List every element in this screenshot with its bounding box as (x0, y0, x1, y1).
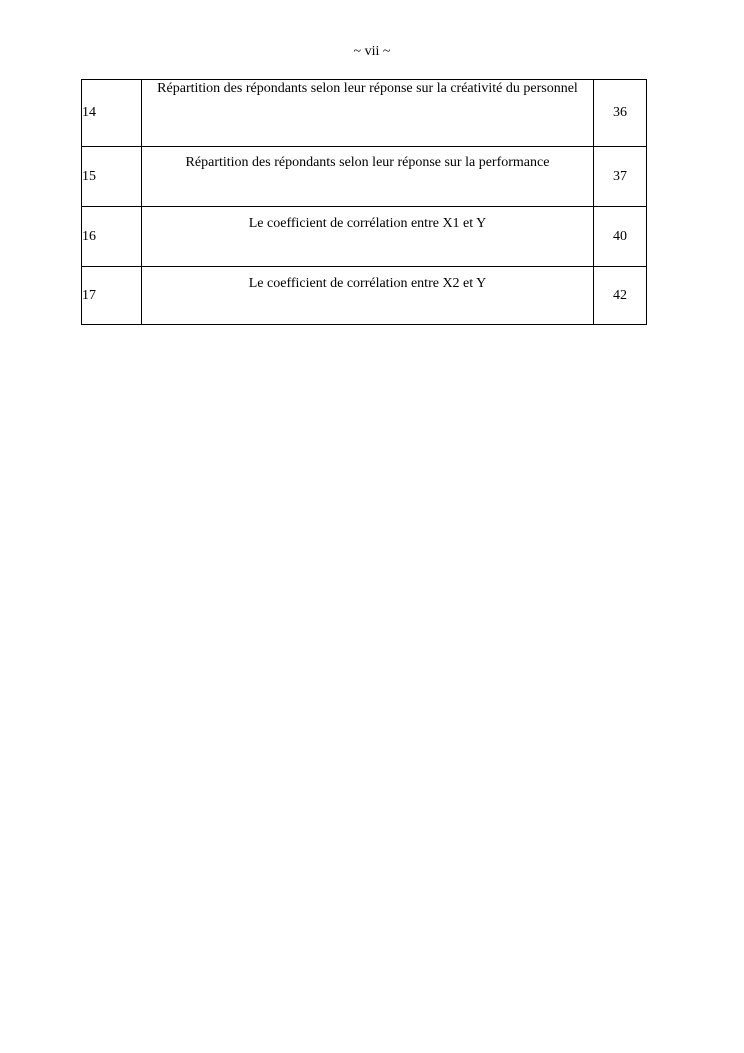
row-title: Répartition des répondants selon leur réponse sur la créativité du personnel (157, 81, 578, 96)
row-page-number: 36 (594, 80, 647, 147)
table-row (82, 207, 647, 267)
row-number: 14 (82, 80, 142, 147)
row-title-cell (142, 267, 594, 325)
table-row (82, 80, 647, 147)
row-title: Le coefficient de corrélation entre X2 et Y (248, 276, 487, 291)
table-row (82, 267, 647, 325)
page-number: ~ vii ~ (353, 44, 391, 59)
row-number: 17 (82, 267, 142, 325)
table-row (82, 147, 647, 207)
row-title-cell (142, 207, 594, 267)
row-title: Répartition des répondants selon leur réponse sur la performance (185, 155, 550, 170)
row-title-cell (142, 147, 594, 207)
row-number: 16 (82, 207, 142, 267)
table-list (81, 79, 647, 325)
row-title: Le coefficient de corrélation entre X1 et Y (248, 216, 487, 231)
row-page-number: 40 (594, 207, 647, 267)
row-title-cell (142, 80, 594, 147)
row-page-number: 42 (594, 267, 647, 325)
row-number: 15 (82, 147, 142, 207)
row-page-number: 37 (594, 147, 647, 207)
